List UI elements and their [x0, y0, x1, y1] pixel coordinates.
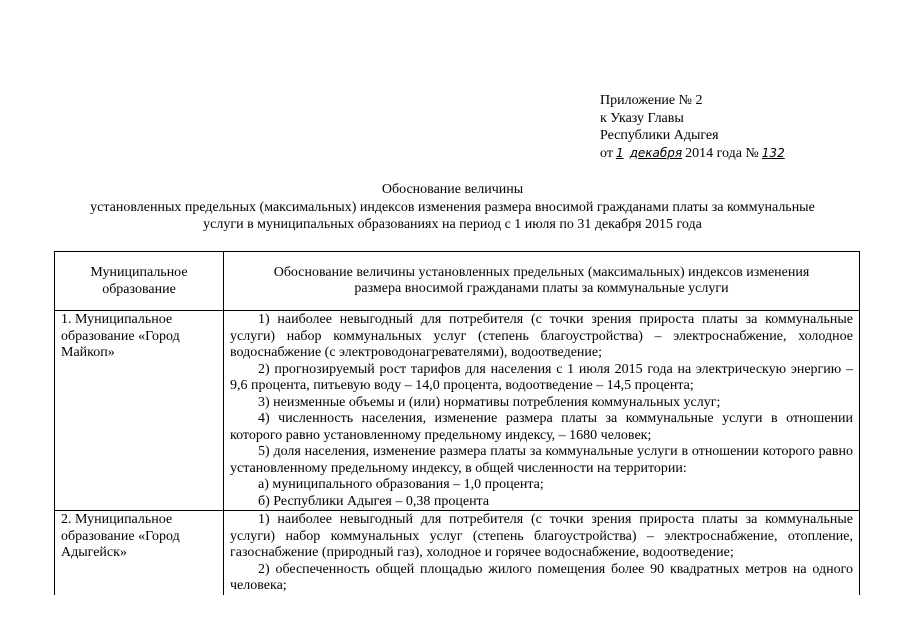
- justification-cell: [224, 511, 860, 595]
- handwritten-month: декабря: [629, 145, 683, 160]
- title-line-2: установленных предельных (максимальных) индексов изменения размера вносимой гражданами платы за коммунальные: [90, 199, 815, 215]
- list-item: 2) прогнозируемый рост тарифов для населения с 1 июля 2015 года на электрическую энергию – 9,6 процента, питьевую воду – 14,0 процента, водоотведение – 14,5 процента;: [230, 361, 853, 393]
- list-item: 1) наиболее невыгодный для потребителя (с точки зрения прироста платы за коммунальные услуги) набор коммунальных услуг (степень благоустройства) – электроснабжение, отопление, газоснабжение (природный газ), холодное и горячее водоснабжение, водоотведение;: [230, 512, 853, 560]
- list-item: а) муниципального образования – 1,0 процента;: [258, 477, 544, 492]
- list-item: 4) численность населения, изменение размера платы за коммунальные услуги в отношении которого равно установленному предельному индексу, – 1680 человек;: [230, 411, 853, 443]
- appendix-line-1: Приложение № 2: [600, 93, 703, 108]
- list-item: 5) доля населения, изменение размера платы за коммунальные услуги в отношении которого равно установленному предельному индексу, в общей численности на территории:: [230, 444, 853, 476]
- date-prefix: от: [600, 145, 613, 161]
- list-item: 1) наиболее невыгодный для потребителя (с точки зрения прироста платы за коммунальные услуги) набор коммунальных услуг (степень благоустройства) – электроснабжение, холодное водоснабжение (с электроводонагревателями), водоотведение;: [230, 312, 853, 360]
- title-line-3: услуги в муниципальных образованиях на период с 1 июля по 31 декабря 2015 года: [203, 217, 702, 232]
- handwritten-day: 1: [615, 145, 624, 160]
- list-item: 3) неизменные объемы и (или) нормативы потребления коммунальных услуг;: [258, 394, 721, 410]
- municipality-cell: 2. Муниципальное образование «Город Адыгейск»: [55, 511, 224, 595]
- appendix-block: [600, 92, 788, 162]
- justification-cell: [224, 311, 860, 511]
- appendix-line-2: к Указу Главы: [600, 110, 684, 126]
- title-line-1: Обоснование величины: [381, 182, 524, 197]
- appendix-date-line: [600, 145, 788, 163]
- header-municipality: Муниципальное образование: [55, 252, 224, 311]
- document-title: [30, 181, 875, 234]
- municipality-cell: 1. Муниципальное образование «Город Майкоп»: [55, 311, 224, 511]
- header-justification: Обоснование величины установленных предельных (максимальных) индексов изменения размера вносимой гражданами платы за коммунальные услуги: [224, 252, 860, 311]
- list-item: б) Республики Адыгея – 0,38 процента: [258, 493, 490, 509]
- handwritten-number: 132: [761, 145, 785, 160]
- table-row: [55, 311, 860, 511]
- date-year: 2014 года №: [685, 145, 759, 161]
- justification-table: [54, 251, 860, 595]
- table-row: [55, 511, 860, 595]
- table-header-row: [55, 252, 860, 311]
- appendix-line-3: Республики Адыгея: [600, 128, 719, 143]
- list-item: 2) обеспеченность общей площадью жилого помещения более 90 квадратных метров на одного человека;: [230, 561, 853, 593]
